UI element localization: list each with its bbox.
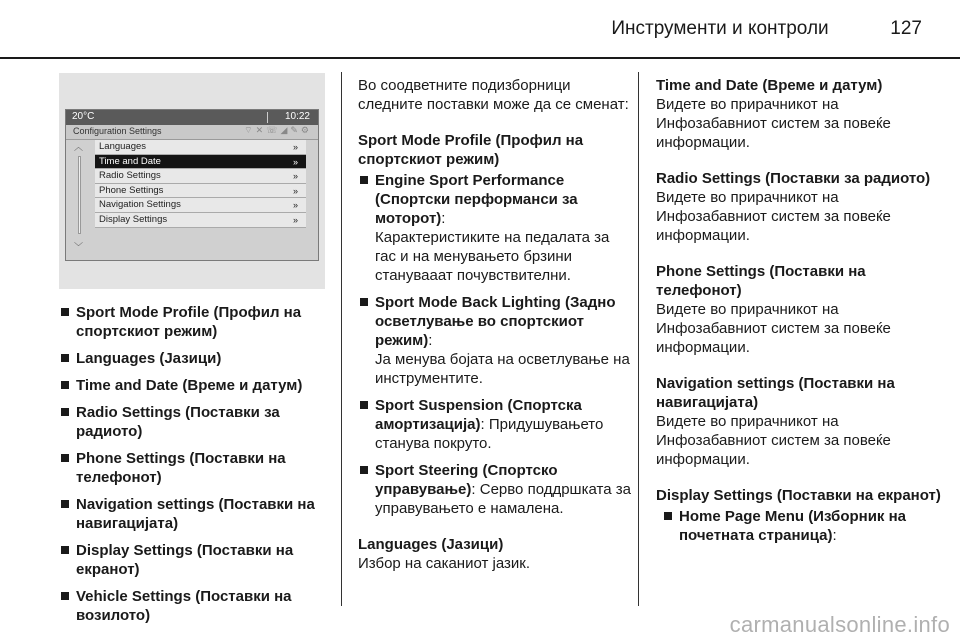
right-column (656, 76, 946, 553)
list-item: Phone Settings (Поставки на телефонот) (59, 449, 334, 487)
list-item: Vehicle Settings (Поставки на возилото) (59, 587, 334, 625)
menu-item-phone-settings[interactable] (95, 184, 306, 199)
list-item (358, 396, 633, 453)
menu-item-label: Navigation Settings (99, 199, 181, 211)
mute-icon: ✕ (255, 125, 267, 135)
section-description: Видете во прирачникот на Инфозабавниот систем за повеќе информации. (656, 189, 891, 244)
list-item: Display Settings (Поставки на екранот) (59, 541, 334, 579)
item-suffix: : (832, 527, 837, 544)
section-description: Видете во прирачникот на Инфозабавниот систем за повеќе информации. (656, 413, 891, 468)
list-item: Sport Mode Profile (Профил на спортскиот режим) (59, 303, 334, 341)
scroll-down-icon[interactable]: ﹀ (74, 242, 84, 252)
section-description: Видете во прирачникот на Инфозабавниот систем за повеќе информации. (656, 301, 891, 356)
settings-list (59, 303, 334, 625)
section-heading: Navigation settings (Поставки на навигацијата) (656, 375, 895, 411)
list-item: Time and Date (Време и датум) (59, 376, 334, 395)
list-item: Languages (Јазици) (59, 349, 334, 368)
menu-item-time-and-date[interactable] (95, 155, 306, 170)
item-suffix: : (428, 332, 433, 349)
screenshot-frame (59, 73, 325, 289)
scrollbar[interactable] (78, 156, 81, 234)
section-heading: Phone Settings (Поставки на телефонот) (656, 263, 866, 299)
chevron-right-icon: » (292, 185, 298, 196)
item-label: Sport Suspension (Спортска амортизација) (375, 397, 582, 433)
header-rule (0, 57, 960, 59)
chevron-right-icon: » (292, 171, 298, 182)
screen-title-bar (66, 125, 318, 140)
item-description: Ја менува бојата на осветлување на инструментите. (375, 351, 630, 387)
left-column (59, 303, 334, 633)
list-item (662, 507, 946, 545)
list-item: Navigation settings (Поставки на навигацијата) (59, 495, 334, 533)
list-item (358, 293, 633, 388)
item-suffix: : Придушувањето станува покруто. (375, 416, 604, 452)
wifi-icon: ⌔ (244, 125, 256, 135)
infotainment-screen (65, 109, 319, 261)
menu-item-languages[interactable] (95, 140, 306, 155)
watermark: carmanualsonline.info (729, 612, 950, 637)
menu-item-navigation-settings[interactable] (95, 198, 306, 213)
wrench-icon: ✎ (290, 125, 301, 135)
sport-settings-list (358, 171, 633, 518)
middle-column (358, 76, 633, 573)
signal-icon: ◢ (280, 125, 291, 135)
section-description: Избор на саканиот јазик. (358, 555, 531, 572)
menu-item-display-settings[interactable] (95, 213, 306, 228)
chevron-right-icon: » (292, 156, 298, 167)
status-icons (244, 125, 312, 136)
item-label: Engine Sport Performance (Спортски перформанси за моторот) (375, 172, 578, 227)
column-divider-2 (638, 72, 639, 606)
section-description: Видете во прирачникот на Инфозабавниот систем за повеќе информации. (656, 96, 891, 151)
section-heading: Languages (Јазици) (358, 536, 504, 553)
menu-item-label: Display Settings (99, 213, 168, 225)
status-bar (66, 110, 318, 125)
settings-icon: ⚙ (300, 125, 312, 135)
settings-menu (95, 140, 306, 228)
intro-text: Во соодветните подизборници следните поставки може да се сменат: (358, 77, 629, 113)
menu-item-label: Phone Settings (99, 184, 164, 196)
list-item (358, 171, 633, 285)
status-separator (267, 112, 268, 123)
menu-item-label: Radio Settings (99, 170, 161, 182)
phone-icon: ☏ (266, 125, 281, 135)
page-number: 127 (890, 18, 922, 39)
section-heading: Display Settings (Поставки на екранот) (656, 487, 941, 504)
scroll-up-icon[interactable]: ︿ (74, 142, 84, 152)
section-heading: Time and Date (Време и датум) (656, 77, 883, 94)
list-item: Radio Settings (Поставки за радиото) (59, 403, 334, 441)
item-suffix: : (441, 210, 446, 227)
item-label: Home Page Menu (Изборник на почетната страница) (679, 508, 906, 544)
list-item (358, 461, 633, 518)
column-divider-1 (341, 72, 342, 606)
chevron-right-icon: » (292, 200, 298, 211)
chevron-right-icon: » (292, 214, 298, 225)
item-suffix: : Серво поддршката за управувањето е намалена. (375, 481, 631, 517)
section-heading: Sport Mode Profile (Профил на спортскиот режим) (358, 132, 584, 168)
screen-title: Configuration Settings (73, 126, 162, 136)
menu-item-label: Time and Date (99, 155, 161, 167)
display-settings-list (662, 507, 946, 545)
menu-item-radio-settings[interactable] (95, 169, 306, 184)
temperature-readout: 20°C (72, 111, 95, 122)
clock-readout: 10:22 (284, 111, 310, 122)
menu-item-label: Languages (99, 141, 147, 152)
page-title: Инструменти и контроли (611, 18, 829, 39)
item-label: Sport Steering (Спортско управување) (375, 462, 558, 498)
item-description: Карактеристиките на педалата за гас и на менувањето брзини станувааат почувствителни. (375, 229, 610, 284)
section-heading: Radio Settings (Поставки за радиото) (656, 170, 931, 187)
item-label: Sport Mode Back Lighting (Задно осветлување во спортскиот режим) (375, 294, 616, 349)
chevron-right-icon: » (292, 142, 298, 152)
